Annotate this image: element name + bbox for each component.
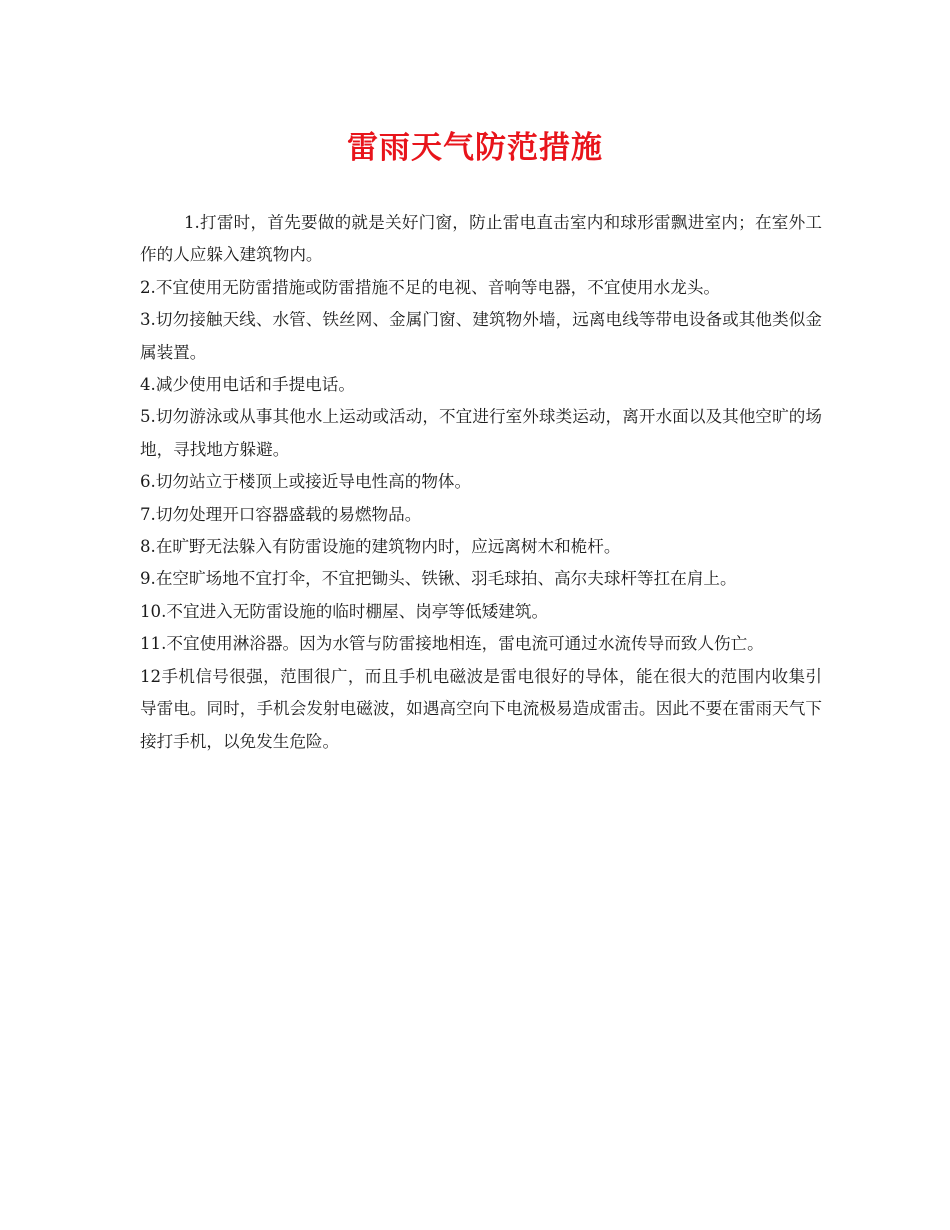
- list-item-9: 9.在空旷场地不宜打伞，不宜把锄头、铁锹、羽毛球拍、高尔夫球杆等扛在肩上。: [140, 569, 737, 589]
- list-item-2: 2.不宜使用无防雷措施或防雷措施不足的电视、音响等电器，不宜使用水龙头。: [140, 277, 721, 297]
- list-item-1: 1.打雷时，首先要做的就是关好门窗，防止雷电直击室内和球形雷飘进室内；在室外工作的人应躲入建筑物内。: [140, 213, 822, 265]
- list-item-8: 8.在旷野无法躲入有防雷设施的建筑物内时，应远离树木和桅杆。: [140, 537, 621, 557]
- list-item-11: 11.不宜使用淋浴器。因为水管与防雷接地相连，雷电流可通过水流传导而致人伤亡。: [140, 634, 764, 654]
- list-item-5: 5.切勿游泳或从事其他水上运动或活动，不宜进行室外球类运动，离开水面以及其他空旷的场地，寻找地方躲避。: [140, 407, 822, 459]
- page-title: 雷雨天气防范措施: [347, 130, 603, 166]
- list-item-7: 7.切勿处理开口容器盛载的易燃物品。: [140, 504, 422, 524]
- list-item-6: 6.切勿站立于楼顶上或接近导电性高的物体。: [140, 472, 472, 492]
- document-body: [140, 207, 822, 758]
- list-item-12: 12手机信号很强，范围很广，而且手机电磁波是雷电很好的导体，能在很大的范围内收集引导雷电。同时，手机会发射电磁波，如遇高空向下电流极易造成雷击。因此不要在雷雨天气下接打手机，以免发生危险。: [140, 666, 822, 751]
- list-item-3: 3.切勿接触天线、水管、铁丝网、金属门窗、建筑物外墙，远离电线等带电设备或其他类似金属装置。: [140, 310, 822, 362]
- list-item-4: 4.减少使用电话和手提电话。: [140, 375, 355, 395]
- list-item-10: 10.不宜进入无防雷设施的临时棚屋、岗亭等低矮建筑。: [140, 601, 549, 621]
